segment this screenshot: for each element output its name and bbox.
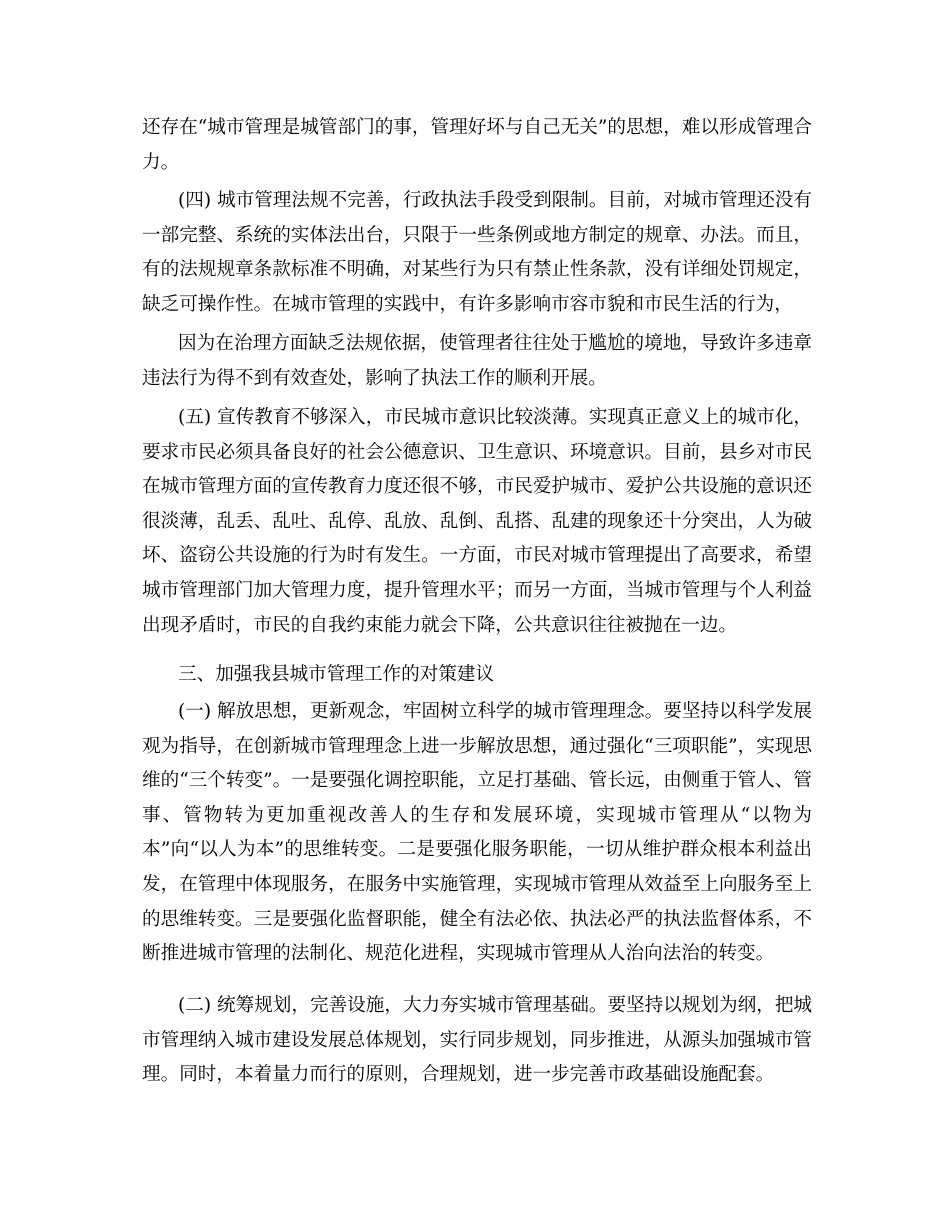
paragraph-legal-basis-lacking: 因为在治理方面缺乏法规依据，使管理者往往处于尴尬的境地，导致许多违章违法行为得不到有效查处，影响了执法工作的顺利开展。: [142, 333, 812, 389]
paragraph-section-one-ideas: (一) 解放思想，更新观念，牢固树立科学的城市管理理念。要坚持以科学发展观为指导，在创新城市管理理念上进一步解放思想，通过强化“三项职能”，实现思维的“三个转变”。一是要强化调控职能，立足打基础、管长远，由侧重于管人、管事、管物转为更加重视改善人的生存和发展环境，实现城市管理从“以物为本”向“以人为本”的思维转变。二是要强化服务职能，一切从维护群众根本利益出发，在管理中体现服务，在服务中实施管理，实现城市管理从效益至上向服务至上的思维转变。三是要强化监督职能，健全有法必依、执法必严的执法监督体系，不断推进城市管理的法制化、规范化进程，实现城市管理从人治向法治的转变。: [142, 701, 813, 965]
paragraph-section-five-education: (五) 宣传教育不够深入，市民城市意识比较淡薄。实现真正意义上的城市化，要求市民必须具备良好的社会公德意识、卫生意识、环境意识。目前，县乡对市民在城市管理方面的宣传教育力度还很不够，市民爱护城市、爱护公共设施的意识还很淡薄，乱丢、乱吐、乱停、乱放、乱倒、乱搭、乱建的现象还十分突出，人为破坏、盗窃公共设施的行为时有发生。一方面，市民对城市管理提出了高要求，希望城市管理部门加大管理力度，提升管理水平；而另一方面，当城市管理与个人利益出现矛盾时，市民的自我约束能力就会下降，公共意识往往被抛在一边。: [142, 407, 813, 636]
paragraph-section-four-regulations: (四) 城市管理法规不完善，行政执法手段受到限制。目前，对城市管理还没有一部完整、系统的实体法出台，只限于一些条例或地方制定的规章、办法。而且，有的法规规章条款标准不明确，对某些行为只有禁止性条款，没有详细处罚规定，缺乏可操作性。在城市管理的实践中，有许多影响市容市貌和市民生活的行为，: [142, 190, 813, 315]
paragraph-management-awareness: 还存在“城市管理是城管部门的事，管理好坏与自己无关”的思想，难以形成管理合力。: [142, 117, 812, 173]
section-heading-three: 三、加强我县城市管理工作的对策建议: [178, 664, 495, 685]
paragraph-section-two-planning: (二) 统筹规划，完善设施，大力夯实城市管理基础。要坚持以规划为纲，把城市管理纳入城市建设发展总体规划，实行同步规划，同步推进，从源头加强城市管理。同时，本着量力而行的原则，合理规划，进一步完善市政基础设施配套。: [142, 995, 813, 1086]
